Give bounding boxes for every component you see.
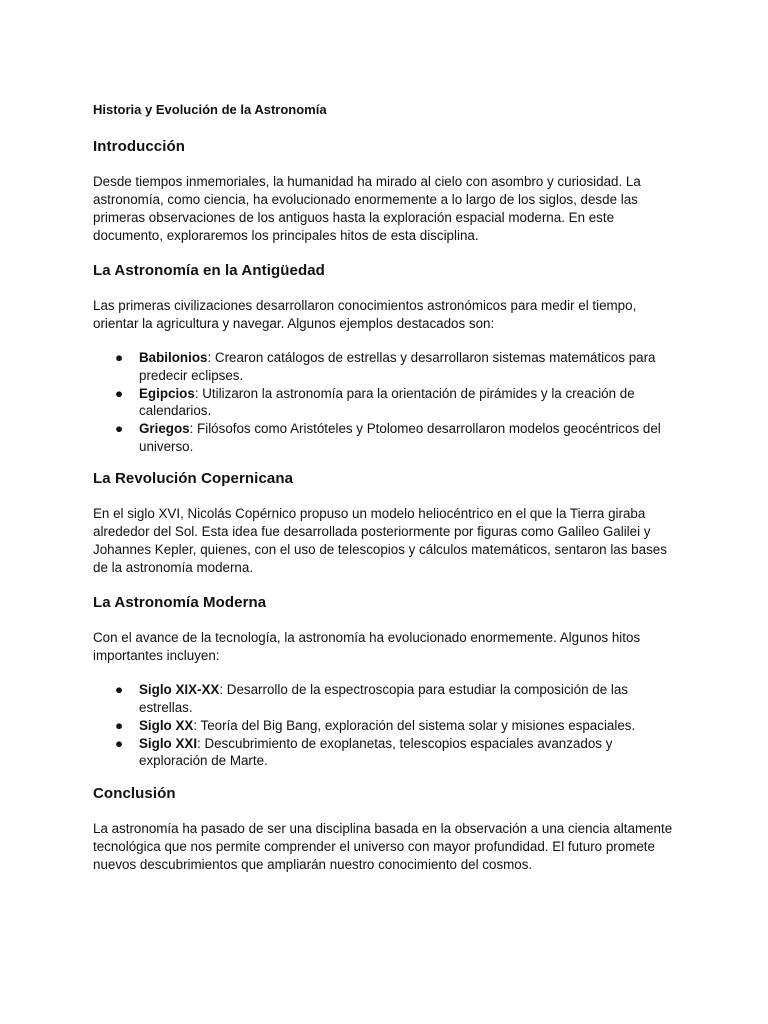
list-item-text: : Utilizaron la astronomía para la orientación de pirámides y la creación de calendarios. [139, 385, 635, 418]
list-item-text: : Desarrollo de la espectroscopia para estudiar la composición de las estrellas. [139, 682, 628, 715]
bullet-icon: ● [115, 735, 124, 751]
paragraph-introduccion: Desde tiempos inmemoriales, la humanidad ha mirado al cielo con asombro y curiosidad. La astronomía, como ciencia, ha evolucionado enormemente a lo largo de los siglos, desde las primeras observaciones de los antiguos hasta la exploración espacial moderna. En este documento, exploraremos los principales hitos de esta disciplina. [93, 174, 641, 243]
list-item [93, 735, 668, 770]
section-antiguedad [93, 261, 768, 455]
list-civilizaciones [93, 349, 668, 455]
list-item [93, 717, 668, 735]
heading-antiguedad: La Astronomía en la Antigüedad [93, 262, 325, 279]
bullet-icon: ● [115, 385, 124, 401]
list-item-text: : Filósofos como Aristóteles y Ptolomeo desarrollaron modelos geocéntricos del universo. [139, 421, 661, 454]
list-item-term: Siglo XIX-XX [139, 682, 220, 697]
list-item [93, 681, 668, 716]
document-title: Historia y Evolución de la Astronomía [93, 102, 327, 117]
list-item [93, 385, 668, 420]
list-item-text: : Crearon catálogos de estrellas y desarrollaron sistemas matemáticos para predecir eclipses. [139, 350, 656, 383]
bullet-icon: ● [115, 682, 124, 697]
list-item-term: Babilonios [139, 350, 208, 365]
list-item-term: Siglo XXI [139, 735, 198, 751]
heading-astronomia-moderna: La Astronomía Moderna [93, 594, 267, 611]
paragraph-antiguedad: Las primeras civilizaciones desarrollaron conocimientos astronómicos para medir el tiempo, orientar la agricultura y navegar. Algunos ejemplos destacados son: [93, 298, 637, 331]
bullet-icon: ● [115, 350, 124, 365]
paragraph-conclusion: La astronomía ha pasado de ser una disciplina basada en la observación a una ciencia altamente tecnológica que nos permite comprender el universo con mayor profundidad. El futuro promete nuevos descubrimientos que ampliarán nuestro conocimiento del cosmos. [93, 820, 673, 872]
section-introduccion [93, 137, 768, 245]
bullet-icon: ● [115, 717, 124, 733]
list-item-term: Griegos [139, 421, 190, 436]
heading-conclusion: Conclusión [93, 784, 176, 802]
list-item-text: : Teoría del Big Bang, exploración del sistema solar y misiones espaciales. [193, 717, 636, 733]
section-astronomia-moderna [93, 593, 768, 770]
paragraph-astronomia-moderna: Con el avance de la tecnología, la astronomía ha evolucionado enormemente. Algunos hitos importantes incluyen: [93, 630, 641, 663]
section-revolucion-copernicana [93, 469, 768, 577]
list-item-text: : Descubrimiento de exoplanetas, telescopios espaciales avanzados y exploración de Marte. [139, 735, 613, 768]
list-item-term: Egipcios [139, 385, 195, 401]
heading-revolucion-copernicana: La Revolución Copernicana [93, 470, 294, 487]
heading-introduccion: Introducción [93, 138, 186, 155]
paragraph-revolucion-copernicana: En el siglo XVI, Nicolás Copérnico propuso un modelo heliocéntrico en el que la Tierra giraba alrededor del Sol. Esta idea fue desarrollada posteriormente por figuras como Galileo Galilei y Johannes Kepler, quienes, con el uso de telescopios y cálculos matemáticos, sentaron las bases de la astronomía moderna. [93, 506, 667, 575]
list-item [93, 349, 668, 384]
list-hitos [93, 681, 668, 770]
list-item-term: Siglo XX [139, 717, 194, 733]
list-item [93, 420, 668, 455]
bullet-icon: ● [115, 421, 124, 436]
section-conclusion [93, 784, 768, 874]
